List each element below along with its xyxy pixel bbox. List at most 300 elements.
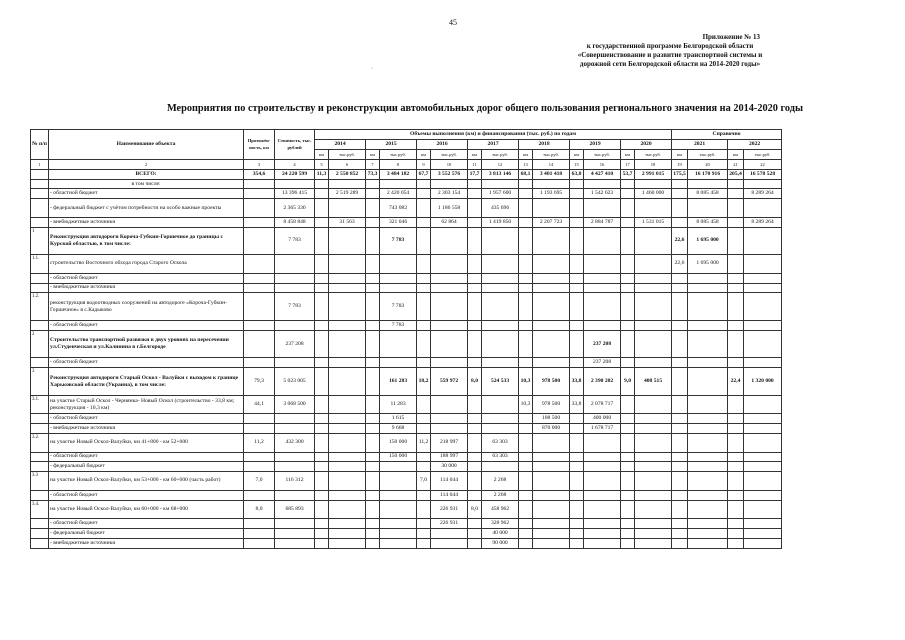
value-rub: 63 303	[482, 452, 519, 462]
value-rub: 435 696	[482, 199, 519, 217]
value-km	[672, 528, 688, 538]
value-rub	[329, 472, 366, 490]
year-header: 2022	[728, 140, 782, 150]
value-rub	[688, 395, 728, 413]
value-km	[315, 518, 329, 528]
row-number: 3.1.	[31, 395, 49, 413]
value-rub	[482, 462, 519, 472]
value-km	[570, 472, 584, 490]
value-rub	[688, 528, 728, 538]
value-rub: 3 401 418	[533, 169, 570, 179]
value-rub	[584, 434, 621, 452]
row-length: 79,3	[244, 368, 275, 396]
value-km	[468, 452, 482, 462]
table-row	[31, 273, 782, 283]
table-row	[31, 320, 782, 330]
value-rub	[688, 414, 728, 424]
value-km: 63,8	[570, 169, 584, 179]
value-rub	[380, 358, 417, 368]
value-rub	[329, 320, 366, 330]
value-rub	[744, 518, 782, 528]
value-km	[519, 538, 533, 548]
data-table	[30, 129, 782, 549]
row-length: 7,0	[244, 472, 275, 490]
value-km	[315, 395, 329, 413]
table-row	[31, 395, 782, 413]
value-km	[621, 424, 635, 434]
value-rub	[329, 255, 366, 273]
value-rub	[482, 358, 519, 368]
value-km: 68,1	[519, 169, 533, 179]
row-name: - областной бюджет	[49, 414, 244, 424]
unit-rub: тыс.руб.	[744, 149, 782, 159]
unit-km: км	[468, 149, 482, 159]
value-km	[570, 217, 584, 227]
value-rub	[380, 518, 417, 528]
row-number: 2	[31, 330, 49, 358]
table-row	[31, 528, 782, 538]
column-number: 13	[519, 159, 533, 169]
year-header: 2020	[621, 140, 672, 150]
unit-km: км	[315, 149, 329, 159]
value-km	[366, 500, 380, 518]
value-rub	[329, 462, 366, 472]
value-rub	[635, 255, 672, 273]
value-km	[621, 462, 635, 472]
value-rub	[744, 472, 782, 490]
value-rub: 2 268	[482, 490, 519, 500]
value-rub: 1 615	[380, 414, 417, 424]
value-km	[621, 320, 635, 330]
value-km	[417, 500, 431, 518]
value-rub: 2 991 015	[635, 169, 672, 179]
table-row	[31, 199, 782, 217]
value-km	[366, 199, 380, 217]
row-cost	[275, 320, 315, 330]
value-km: 10,3	[519, 395, 533, 413]
row-name: Реконструкция автодороги Короча-Губкин-Горшечное до границы с Курской областью, в том числе:	[49, 227, 244, 255]
unit-km: км	[366, 149, 380, 159]
row-length	[244, 414, 275, 424]
value-km	[728, 500, 744, 518]
value-km	[315, 538, 329, 548]
value-km	[672, 179, 688, 189]
value-rub	[635, 199, 672, 217]
value-rub: 978 500	[533, 395, 570, 413]
value-rub	[584, 528, 621, 538]
value-rub	[533, 528, 570, 538]
value-km	[366, 434, 380, 452]
value-km	[519, 189, 533, 199]
value-km	[570, 518, 584, 528]
value-rub	[584, 472, 621, 490]
value-rub	[482, 293, 519, 321]
value-km	[468, 490, 482, 500]
row-cost: 2 365 336	[275, 199, 315, 217]
value-rub	[584, 227, 621, 255]
value-rub	[431, 179, 468, 189]
value-rub	[744, 227, 782, 255]
row-number	[31, 189, 49, 199]
value-km	[468, 414, 482, 424]
value-km	[315, 255, 329, 273]
row-length	[244, 330, 275, 358]
value-rub: 8 289 264	[744, 189, 782, 199]
value-rub	[533, 452, 570, 462]
value-rub	[744, 330, 782, 358]
column-number: 2	[49, 159, 244, 169]
value-km	[366, 217, 380, 227]
value-rub	[482, 320, 519, 330]
value-km	[519, 217, 533, 227]
value-rub: 1 193 695	[533, 189, 570, 199]
value-km	[570, 490, 584, 500]
value-km	[315, 330, 329, 358]
value-km	[621, 434, 635, 452]
value-km: 33,8	[570, 395, 584, 413]
value-km	[417, 199, 431, 217]
unit-rub: тыс.руб.	[635, 149, 672, 159]
row-number	[31, 528, 49, 538]
value-rub: 16 170 916	[688, 169, 728, 179]
value-km	[728, 217, 744, 227]
row-cost	[275, 424, 315, 434]
value-km	[728, 528, 744, 538]
value-km: 10,3	[519, 368, 533, 396]
value-rub: 2 078 717	[584, 395, 621, 413]
annex-line-2: к государственной программе Белгородской области	[586, 42, 754, 50]
value-km: 33,8	[570, 368, 584, 396]
row-cost	[275, 538, 315, 548]
value-km	[366, 368, 380, 396]
value-rub	[688, 293, 728, 321]
column-number: 10	[431, 159, 468, 169]
value-rub: 16 578 528	[744, 169, 782, 179]
value-km	[366, 395, 380, 413]
row-name: на участке Новый Оскол-Валуйки, км 60+000 - км 68+000	[49, 500, 244, 518]
value-km	[468, 518, 482, 528]
value-km	[621, 293, 635, 321]
unit-rub: тыс.руб.	[329, 149, 366, 159]
column-number: 12	[482, 159, 519, 169]
value-rub	[533, 330, 570, 358]
value-km	[621, 330, 635, 358]
row-name: на участке Новый Оскол-Валуйки, км 53+000 - км 60+000 (часть работ)	[49, 472, 244, 490]
value-rub	[380, 179, 417, 189]
row-cost: 3 068 500	[275, 395, 315, 413]
value-rub	[329, 518, 366, 528]
value-km	[417, 528, 431, 538]
value-km	[672, 518, 688, 528]
value-rub	[329, 273, 366, 283]
value-km	[672, 424, 688, 434]
value-km	[366, 490, 380, 500]
value-rub	[482, 330, 519, 358]
value-km	[672, 472, 688, 490]
column-number: 21	[728, 159, 744, 169]
row-length	[244, 199, 275, 217]
value-km: 18,2	[417, 368, 431, 396]
value-km	[417, 217, 431, 227]
year-header: 2018	[519, 140, 570, 150]
value-km: 11,3	[315, 169, 329, 179]
value-rub	[431, 255, 468, 273]
value-km	[672, 538, 688, 548]
column-number: 11	[468, 159, 482, 169]
value-km: 53,7	[621, 169, 635, 179]
value-km	[417, 395, 431, 413]
value-rub	[744, 255, 782, 273]
table-row	[31, 500, 782, 518]
value-km	[519, 528, 533, 538]
table-row	[31, 368, 782, 396]
value-rub	[482, 227, 519, 255]
value-km	[570, 227, 584, 255]
value-km	[468, 199, 482, 217]
value-km	[570, 293, 584, 321]
row-number: 1.2.	[31, 293, 49, 321]
column-number: 22	[744, 159, 782, 169]
value-rub	[635, 462, 672, 472]
value-km	[621, 452, 635, 462]
value-km	[468, 283, 482, 293]
value-km	[570, 283, 584, 293]
value-rub	[329, 500, 366, 518]
value-km	[417, 255, 431, 273]
value-km	[728, 490, 744, 500]
column-number: 15	[570, 159, 584, 169]
row-name: - внебюджетные источники	[49, 424, 244, 434]
value-rub	[329, 293, 366, 321]
column-number: 4	[275, 159, 315, 169]
value-rub	[744, 528, 782, 538]
value-km	[728, 293, 744, 321]
value-km	[672, 199, 688, 217]
value-rub: 8 085 458	[688, 217, 728, 227]
value-km	[468, 293, 482, 321]
year-header: 2021	[672, 140, 728, 150]
row-name: - областной бюджет	[49, 490, 244, 500]
value-rub	[380, 538, 417, 548]
value-rub: 161 283	[380, 368, 417, 396]
row-length	[244, 179, 275, 189]
row-cost	[275, 528, 315, 538]
value-km	[672, 320, 688, 330]
value-km	[672, 490, 688, 500]
value-rub: 2 303 154	[431, 189, 468, 199]
value-km	[366, 414, 380, 424]
value-km	[417, 538, 431, 548]
header-length: Протяжён-ность, км	[244, 130, 275, 160]
row-name: - федеральный бюджет	[49, 528, 244, 538]
scan-mark: ·	[371, 66, 373, 72]
value-rub	[688, 179, 728, 189]
row-name: строительство Восточного обхода города Старого Оскола	[49, 255, 244, 273]
value-km: 205,4	[728, 169, 744, 179]
value-km	[570, 358, 584, 368]
value-rub	[635, 320, 672, 330]
row-number	[31, 199, 49, 217]
value-rub	[635, 227, 672, 255]
value-rub	[380, 528, 417, 538]
value-km	[570, 434, 584, 452]
value-rub	[431, 395, 468, 413]
value-rub: 2 420 054	[380, 189, 417, 199]
value-km	[519, 293, 533, 321]
value-rub: 3 813 146	[482, 169, 519, 179]
value-rub	[688, 490, 728, 500]
value-rub	[584, 320, 621, 330]
value-rub	[431, 293, 468, 321]
value-rub	[744, 199, 782, 217]
column-number: 8	[380, 159, 417, 169]
unit-rub: тыс.руб.	[584, 149, 621, 159]
value-rub	[329, 283, 366, 293]
value-km	[417, 330, 431, 358]
value-km	[728, 472, 744, 490]
row-length: 11,2	[244, 434, 275, 452]
value-rub	[744, 538, 782, 548]
value-km	[728, 273, 744, 283]
value-rub	[533, 227, 570, 255]
value-rub: 7 783	[380, 320, 417, 330]
value-rub	[584, 293, 621, 321]
value-km	[519, 424, 533, 434]
row-cost: 8 458 848	[275, 217, 315, 227]
value-rub: 2 550 852	[329, 169, 366, 179]
value-km	[621, 199, 635, 217]
value-rub	[744, 424, 782, 434]
value-rub: 2 207 723	[533, 217, 570, 227]
column-number: 18	[635, 159, 672, 169]
value-rub	[635, 424, 672, 434]
value-rub: 114 044	[431, 490, 468, 500]
value-rub	[329, 538, 366, 548]
value-km	[315, 500, 329, 518]
value-km	[621, 518, 635, 528]
value-rub	[431, 273, 468, 283]
value-km	[621, 227, 635, 255]
value-km	[315, 358, 329, 368]
value-rub	[688, 283, 728, 293]
value-km	[468, 462, 482, 472]
row-length	[244, 283, 275, 293]
table-row	[31, 472, 782, 490]
value-km	[366, 227, 380, 255]
value-rub: 150 000	[380, 434, 417, 452]
value-rub	[744, 320, 782, 330]
value-km	[366, 358, 380, 368]
value-rub: 237 208	[584, 358, 621, 368]
row-number: 3.3	[31, 472, 49, 490]
value-rub	[329, 528, 366, 538]
value-km	[519, 320, 533, 330]
value-km	[417, 179, 431, 189]
row-length	[244, 452, 275, 462]
row-name: реконструкция водоотводных сооружений на автодороге «Короча-Губкин-Горшечное» в с.Кадыково	[49, 293, 244, 321]
value-km	[621, 273, 635, 283]
row-cost	[275, 518, 315, 528]
value-km	[728, 414, 744, 424]
value-rub	[431, 330, 468, 358]
value-km	[315, 490, 329, 500]
value-rub	[380, 255, 417, 273]
value-km	[728, 255, 744, 273]
value-rub	[584, 273, 621, 283]
value-rub	[744, 500, 782, 518]
row-number	[31, 169, 49, 179]
value-rub	[635, 452, 672, 462]
value-km: 67,7	[417, 169, 431, 179]
value-km	[468, 217, 482, 227]
value-km	[315, 452, 329, 462]
value-km	[621, 179, 635, 189]
value-rub: 218 997	[431, 434, 468, 452]
value-rub: 40 000	[482, 528, 519, 538]
value-rub	[688, 518, 728, 528]
value-km	[366, 330, 380, 358]
value-rub	[533, 179, 570, 189]
value-km	[366, 472, 380, 490]
value-km	[728, 452, 744, 462]
value-rub: 1 320 000	[744, 368, 782, 396]
value-km: 8,0	[468, 368, 482, 396]
value-km	[468, 395, 482, 413]
row-number: 3.4.	[31, 500, 49, 518]
value-rub	[482, 273, 519, 283]
value-rub	[688, 538, 728, 548]
value-km	[519, 179, 533, 189]
value-km	[315, 434, 329, 452]
value-km	[366, 452, 380, 462]
value-rub: 1 186 558	[431, 199, 468, 217]
value-rub	[533, 283, 570, 293]
value-km	[621, 358, 635, 368]
table-row	[31, 434, 782, 452]
row-name: - областной бюджет	[49, 273, 244, 283]
table-row	[31, 189, 782, 199]
row-name: - внебюджетные источники	[49, 538, 244, 548]
value-rub	[533, 255, 570, 273]
value-km	[728, 189, 744, 199]
row-cost	[275, 452, 315, 462]
value-rub: 188 997	[431, 452, 468, 462]
value-rub	[635, 283, 672, 293]
value-km	[621, 217, 635, 227]
year-header: 2016	[417, 140, 468, 150]
value-km	[315, 199, 329, 217]
row-name: Строительство транспортной развязки в двух уровнях на пересечении ул.Студенческая и ул.Калинина в г.Белгороде	[49, 330, 244, 358]
value-km	[315, 414, 329, 424]
value-rub	[584, 462, 621, 472]
row-name: - внебюджетные источники	[49, 283, 244, 293]
row-number	[31, 452, 49, 462]
table-row	[31, 283, 782, 293]
value-km	[417, 189, 431, 199]
value-rub	[329, 330, 366, 358]
value-rub: 63 303	[482, 434, 519, 452]
value-km	[570, 320, 584, 330]
value-km	[519, 358, 533, 368]
unit-km: км	[728, 149, 744, 159]
row-length: 8,0	[244, 500, 275, 518]
value-km	[519, 472, 533, 490]
value-rub	[584, 283, 621, 293]
unit-km: км	[621, 149, 635, 159]
value-km	[570, 255, 584, 273]
value-km	[621, 414, 635, 424]
row-name: Реконструкция автодороги Старый Оскол - Валуйки с выходом к границе Харьковской области (Украина), в том числе:	[49, 368, 244, 396]
